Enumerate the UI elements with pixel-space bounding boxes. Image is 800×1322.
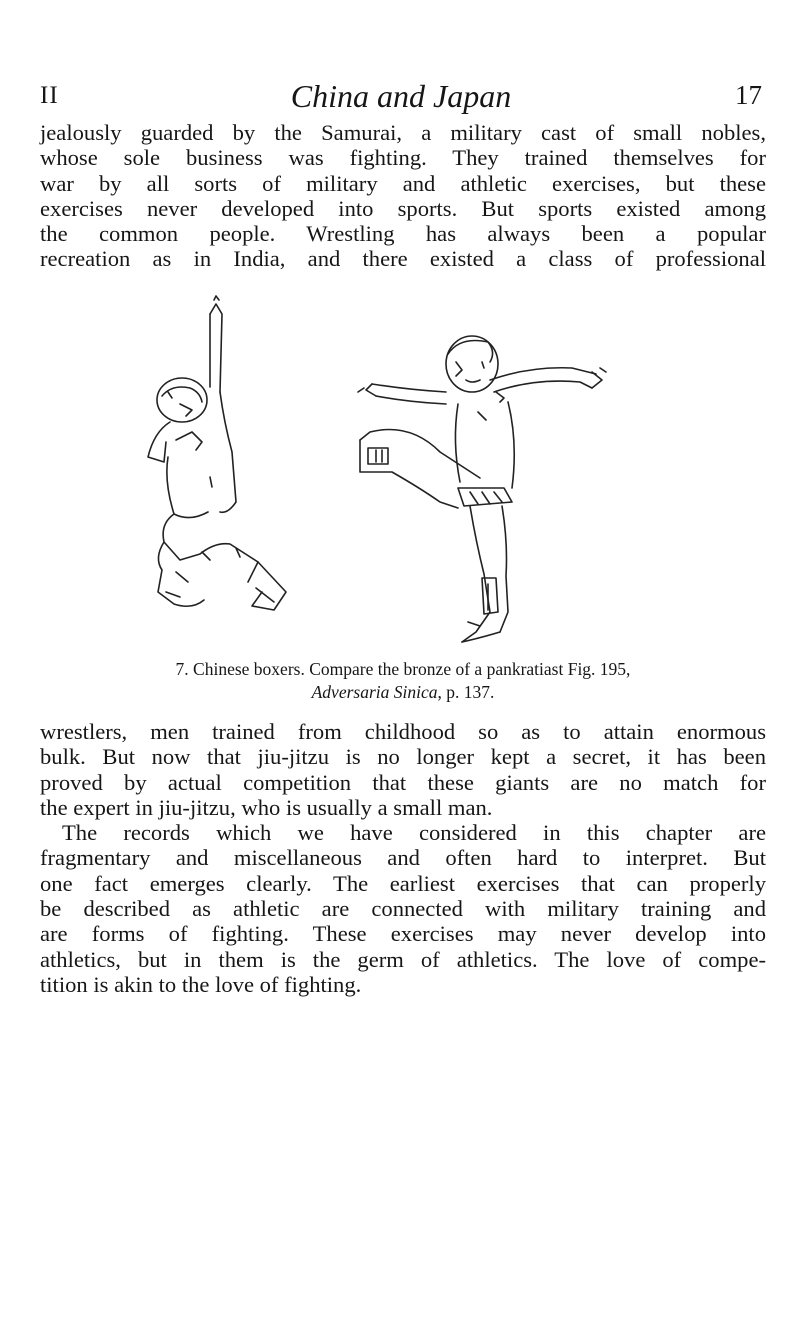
text-line: fragmentary and miscellaneous and often hard to interpret. But xyxy=(40,845,766,871)
running-title: China and Japan xyxy=(290,78,512,114)
text-line: the expert in jiu-jitzu, who is usually a small man. xyxy=(40,794,493,820)
text-line: The records which we have considered in this chapter are xyxy=(62,820,766,846)
text-line: whose sole business was fighting. They trained themselves for xyxy=(40,145,766,171)
paragraph-2 xyxy=(40,719,766,997)
left-boxer-drawing xyxy=(148,296,286,610)
text-line: recreation as in India, and there existed a class of professional xyxy=(40,246,766,272)
text-line: are forms of fighting. These exercises may never develop into xyxy=(40,921,766,947)
text-line: one fact emerges clearly. The earliest exercises that can properly xyxy=(40,870,766,896)
page-number: 17 xyxy=(735,80,762,110)
paragraph-1 xyxy=(40,120,766,272)
text-line: the common people. Wrestling has always been a popular xyxy=(40,221,766,247)
text-line: athletics, but in them is the germ of athletics. The love of compe- xyxy=(40,946,766,972)
caption-line-1: 7. Chinese boxers. Compare the bronze of a pankratiast Fig. 195, xyxy=(175,659,631,679)
text-line: jealously guarded by the Samurai, a military cast of small nobles, xyxy=(40,120,766,145)
text-line: exercises never developed into sports. But sports existed among xyxy=(40,195,766,221)
figure-caption xyxy=(40,658,766,704)
text-line: be described as athletic are connected with military training and xyxy=(40,896,766,922)
text-line: war by all sorts of military and athletic exercises, but these xyxy=(40,170,766,196)
running-header xyxy=(40,70,762,120)
text-line: tition is akin to the love of fighting. xyxy=(40,971,362,997)
caption-page-ref: , p. 137. xyxy=(437,682,495,702)
chapter-number: II xyxy=(40,82,59,109)
text-line: proved by actual competition that these giants are no match for xyxy=(40,769,766,795)
text-line: bulk. But now that jiu-jitzu is no longer kept a secret, it has been xyxy=(40,744,766,770)
right-boxer-drawing xyxy=(358,336,606,642)
figure-chinese-boxers xyxy=(140,292,630,652)
caption-source-title: Adversaria Sinica xyxy=(311,682,438,702)
boxers-illustration xyxy=(140,292,630,652)
caption-line-2 xyxy=(40,681,766,704)
text-line: wrestlers, men trained from childhood so as to attain enormous xyxy=(40,719,766,744)
